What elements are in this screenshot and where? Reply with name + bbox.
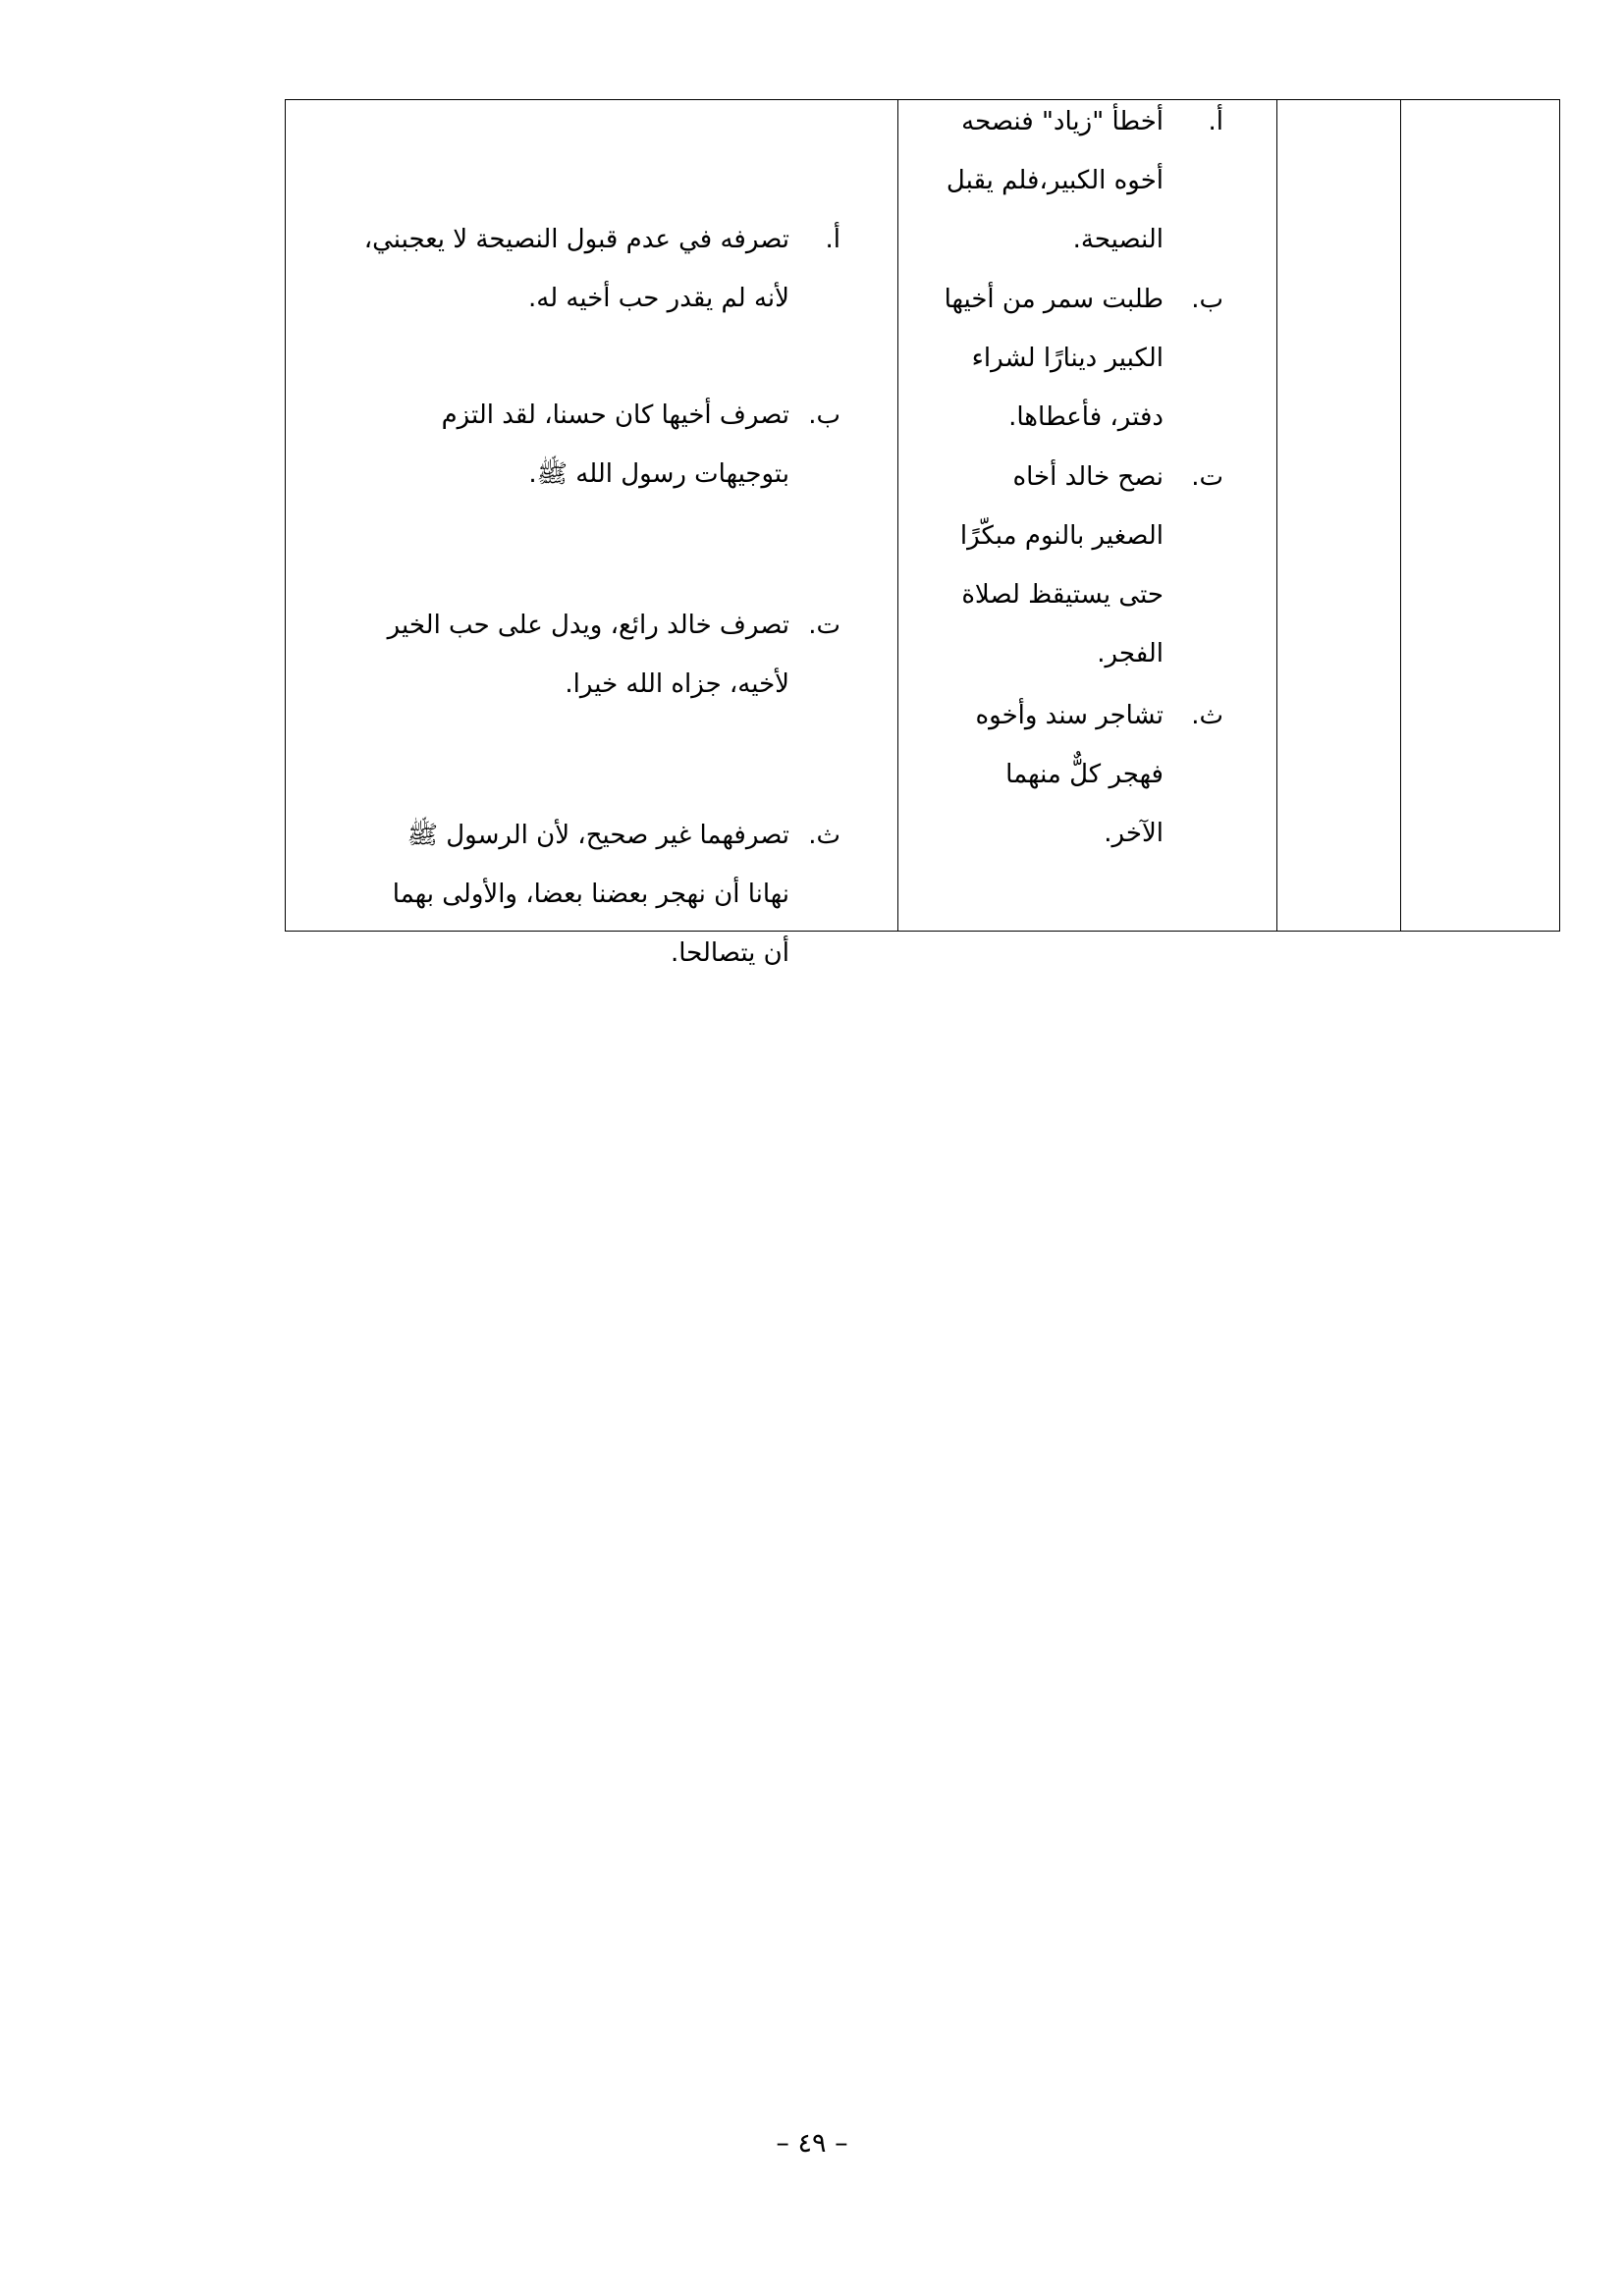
situation-item-b [898,270,1276,447]
situation-item-t [898,448,1276,683]
item-line: الآخر. [1104,819,1164,848]
empty-column [1277,100,1401,932]
evaluation-item-b [286,386,897,504]
item-line: الكبير دينارًا لشراء [971,344,1164,373]
evaluation-column [286,100,898,968]
item-line: تصرفه في عدم قبول النصيحة لا يعجبني، [363,225,789,254]
evaluation-item-th [286,806,897,983]
item-marker: ب. [808,400,840,430]
item-line: الصغير بالنوم مبكّرًا [959,521,1164,551]
item-line: فهجر كلٌّ منهما [1005,760,1164,789]
situation-column [898,100,1277,932]
item-line: أخوه الكبير،فلم يقبل [946,166,1164,195]
item-line: نصح خالد أخاه [1012,462,1164,492]
item-line: تصرف خالد رائع، ويدل على حب الخير [387,611,789,640]
item-line: لأنه لم يقدر حب أخيه له. [528,284,789,313]
item-line: أخطأ "زياد" فنصحه [961,107,1164,136]
item-line: النصيحة. [1072,225,1164,254]
page-number: – ٤٩ – [776,2128,848,2159]
item-line: بتوجيهات رسول الله ﷺ. [528,459,789,489]
situation-item-th [898,686,1276,863]
item-marker: ث. [808,821,840,850]
item-line: تصرف أخيها كان حسنا، لقد التزم [441,400,789,430]
situation-item-a [898,92,1276,269]
item-marker: ت. [1191,462,1223,492]
item-line: تشاجر سند وأخوه [975,701,1164,730]
item-marker: أ. [1208,107,1223,136]
item-line: لأخيه، جزاه الله خيرا. [565,669,789,699]
item-line: دفتر، فأعطاها. [1008,402,1164,432]
evaluation-list [286,100,897,968]
item-line: الفجر. [1097,639,1164,668]
item-marker: ث. [1191,701,1223,730]
item-line: نهانا أن نهجر بعضنا بعضا، والأولى بهما [392,880,789,909]
item-line: حتى يستيقظ لصلاة [961,580,1164,610]
situation-list [898,100,1276,931]
evaluation-item-t [286,596,897,714]
empty-column [1401,100,1560,932]
item-line: أن يتصالحا. [670,938,789,968]
item-line: طلبت سمر من أخيها [944,285,1164,314]
item-marker: ت. [808,611,840,640]
table-row [286,100,1560,932]
item-marker: ب. [1191,285,1223,314]
evaluation-item-a [286,210,897,328]
item-marker: أ. [825,225,840,254]
item-line: تصرفهما غير صحيح، لأن الرسول ﷺ [406,821,789,850]
worksheet-table [285,99,1560,968]
